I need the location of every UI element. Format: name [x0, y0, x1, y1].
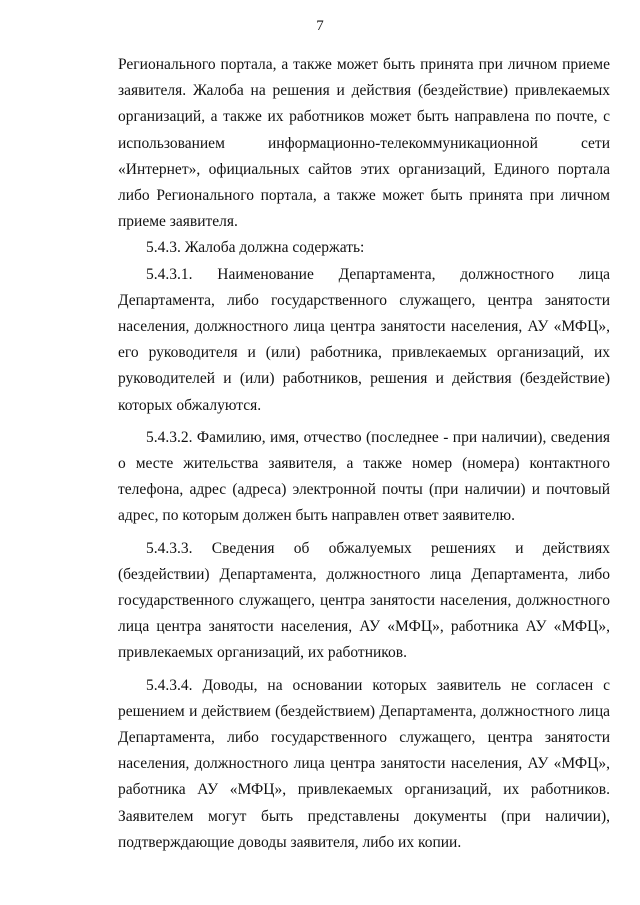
paragraph-5-4-3: 5.4.3. Жалоба должна содержать:: [146, 239, 365, 257]
document-body: [118, 52, 610, 862]
paragraph-continuation: Регионального портала, а также может быть принята при личном приеме заявителя. Жалоба на решения и действия (бездействие) привлекаемых организаций, а также их работников может быть направлена по почте, с использованием информационно-телекоммуникационной сети «Интернет», официальных сайтов этих организаций, Единого портала либо Регионального портала, а также может быть принята при личном приеме заявителя.: [118, 56, 610, 231]
paragraph-5-4-3-1: 5.4.3.1. Наименование Департамента, должностного лица Департамента, либо государственного служащего, центра занятости населения, должностного лица центра занятости населения, АУ «МФЦ», его руководителя и (или) работника, привлекаемых организаций, их руководителей и (или) работников, решения и действия (бездействие) которых обжалуются.: [118, 265, 610, 414]
page-number: 7: [316, 18, 324, 34]
paragraph-5-4-3-2: 5.4.3.2. Фамилию, имя, отчество (последнее - при наличии), сведения о месте жительства заявителя, а также номер (номера) контактного телефона, адрес (адреса) электронной почты (при наличии) и почтовый адрес, по которым должен быть направлен ответ заявителю.: [118, 428, 610, 525]
paragraph-5-4-3-3: 5.4.3.3. Сведения об обжалуемых решениях и действиях (бездействии) Департамента, должностного лица Департамента, либо государственного служащего, центра занятости населения, должностного лица центра занятости населения, АУ «МФЦ», работника АУ «МФЦ», привлекаемых организаций, их работников.: [118, 539, 610, 662]
paragraph-5-4-3-4: 5.4.3.4. Доводы, на основании которых заявитель не согласен с решением и действием (бездействием) Департамента, должностного лица Департамента, либо государственного служащего, центра занятости населения, должностного лица центра занятости населения, АУ «МФЦ», работника АУ «МФЦ», привлекаемых организаций, их работников. Заявителем могут быть представлены документы (при наличии), подтверждающие доводы заявителя, либо их копии.: [118, 676, 610, 851]
